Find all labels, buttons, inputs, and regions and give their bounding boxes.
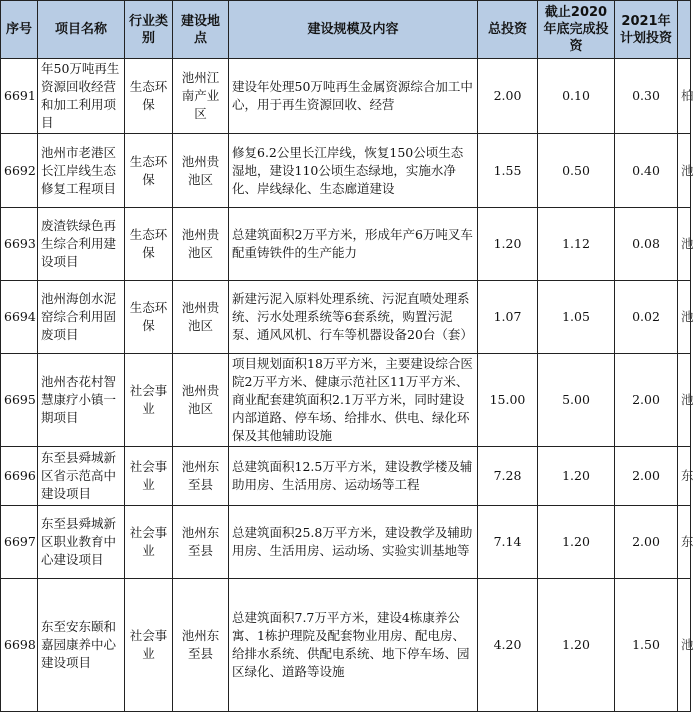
row-plan: 0.02 — [615, 281, 678, 354]
row-completed: 0.10 — [538, 59, 615, 134]
row-content: 修复6.2公里长江岸线，恢复150公顷生态湿地，建设110公顷生态绿地，实施水净化、岸线绿化、生态廊道建设 — [229, 134, 478, 208]
row-content: 总建筑面积25.8万平方米，建设教学及辅助用房、生活用房、运动场、实验实训基地等 — [229, 506, 478, 579]
header-total: 总投资 — [478, 1, 538, 59]
row-name: 池州杏花村智慧康疗小镇一期项目 — [38, 354, 125, 447]
table-row — [1, 506, 691, 579]
row-location: 池州东至县 — [173, 579, 229, 712]
row-name: 年50万吨再生资源回收经营和加工利用项目 — [38, 59, 125, 134]
header-no: 序号 — [1, 1, 38, 59]
row-extra: 池 — [678, 208, 691, 281]
row-category: 生态环保 — [125, 59, 173, 134]
row-plan: 0.08 — [615, 208, 678, 281]
row-name: 东至安东颐和嘉园康养中心建设项目 — [38, 579, 125, 712]
row-no: 6691 — [1, 59, 38, 134]
row-content: 总建筑面积2万平方米，形成年产6万吨叉车配重铸铁件的生产能力 — [229, 208, 478, 281]
table-row — [1, 134, 691, 208]
row-total: 1.20 — [478, 208, 538, 281]
row-extra: 池 — [678, 354, 691, 447]
table-row — [1, 281, 691, 354]
row-content: 总建筑面积7.7万平方米，建设4栋康养公寓、1栋护理院及配套物业用房、配电房、给排水系统、供配电系统、地下停车场、园区绿化、道路等设施 — [229, 579, 478, 712]
row-name: 东至县舜城新区职业教育中心建设项目 — [38, 506, 125, 579]
row-no: 6696 — [1, 447, 38, 506]
row-name: 东至县舜城新区省示范高中建设项目 — [38, 447, 125, 506]
row-extra: 柏 — [678, 59, 691, 134]
row-no: 6694 — [1, 281, 38, 354]
table-row — [1, 447, 691, 506]
row-extra: 池 — [678, 281, 691, 354]
row-total: 4.20 — [478, 579, 538, 712]
row-no: 6697 — [1, 506, 38, 579]
row-content: 建设年处理50万吨再生金属资源综合加工中心，用于再生资源回收、经营 — [229, 59, 478, 134]
row-location: 池州贵池区 — [173, 354, 229, 447]
row-completed: 1.20 — [538, 506, 615, 579]
row-extra: 池 — [678, 134, 691, 208]
row-category: 社会事业 — [125, 354, 173, 447]
row-location: 池州贵池区 — [173, 281, 229, 354]
row-category: 生态环保 — [125, 281, 173, 354]
row-completed: 1.05 — [538, 281, 615, 354]
table-row — [1, 354, 691, 447]
row-no: 6695 — [1, 354, 38, 447]
row-location: 池州东至县 — [173, 447, 229, 506]
row-total: 7.14 — [478, 506, 538, 579]
row-extra: 东 — [678, 447, 691, 506]
row-total: 15.00 — [478, 354, 538, 447]
row-completed: 0.50 — [538, 134, 615, 208]
row-no: 6698 — [1, 579, 38, 712]
row-category: 生态环保 — [125, 208, 173, 281]
row-category: 社会事业 — [125, 506, 173, 579]
row-plan: 0.30 — [615, 59, 678, 134]
header-row — [1, 1, 691, 59]
row-completed: 1.20 — [538, 579, 615, 712]
row-category: 社会事业 — [125, 579, 173, 712]
row-plan: 1.50 — [615, 579, 678, 712]
row-no: 6692 — [1, 134, 38, 208]
row-location: 池州江南产业区 — [173, 59, 229, 134]
row-location: 池州贵池区 — [173, 134, 229, 208]
header-completed: 截止2020年底完成投资 — [538, 1, 615, 59]
row-completed: 1.20 — [538, 447, 615, 506]
row-plan: 0.40 — [615, 134, 678, 208]
header-name: 项目名称 — [38, 1, 125, 59]
row-total: 1.55 — [478, 134, 538, 208]
row-content: 新建污泥入原料处理系统、污泥直喷处理系统、污水处理系统等6套系统，购置污泥泵、通风风机、行车等机器设备20台（套） — [229, 281, 478, 354]
header-plan: 2021年计划投资 — [615, 1, 678, 59]
table-row — [1, 208, 691, 281]
row-name: 废渣铁绿色再生综合利用建设项目 — [38, 208, 125, 281]
row-total: 1.07 — [478, 281, 538, 354]
table-row — [1, 579, 691, 712]
row-plan: 2.00 — [615, 354, 678, 447]
header-location: 建设地点 — [173, 1, 229, 59]
row-completed: 1.12 — [538, 208, 615, 281]
row-category: 社会事业 — [125, 447, 173, 506]
row-content: 项目规划面积18万平方米，主要建设综合医院2万平方米、健康示范社区11万平方米、商业配套建筑面积2.1万平方米，同时建设内部道路、停车场、给排水、供电、绿化环保及其他辅助设施 — [229, 354, 478, 447]
row-location: 池州东至县 — [173, 506, 229, 579]
row-location: 池州贵池区 — [173, 208, 229, 281]
row-category: 生态环保 — [125, 134, 173, 208]
row-plan: 2.00 — [615, 506, 678, 579]
row-name: 池州海创水泥窑综合利用固废项目 — [38, 281, 125, 354]
row-completed: 5.00 — [538, 354, 615, 447]
header-extra — [678, 1, 691, 59]
table-row — [1, 59, 691, 134]
header-content: 建设规模及内容 — [229, 1, 478, 59]
row-plan: 2.00 — [615, 447, 678, 506]
row-content: 总建筑面积12.5万平方米，建设教学楼及辅助用房、生活用房、运动场等工程 — [229, 447, 478, 506]
row-extra: 东 — [678, 506, 691, 579]
header-category: 行业类别 — [125, 1, 173, 59]
row-total: 7.28 — [478, 447, 538, 506]
row-total: 2.00 — [478, 59, 538, 134]
row-extra: 池 — [678, 579, 691, 712]
row-name: 池州市老港区长江岸线生态修复工程项目 — [38, 134, 125, 208]
row-no: 6693 — [1, 208, 38, 281]
